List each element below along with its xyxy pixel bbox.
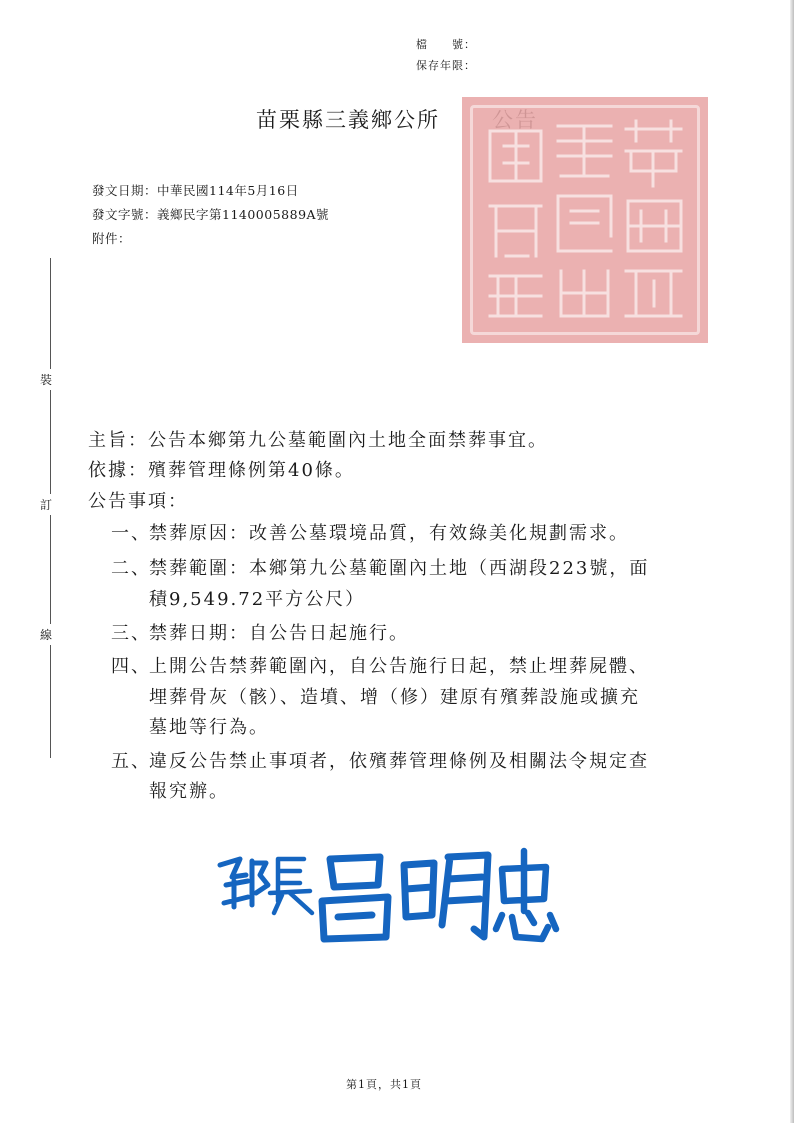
- item-text: 禁葬範圍：本鄉第九公墓範圍內土地（西湖段223號，面: [149, 558, 650, 579]
- item-number: 四、: [111, 656, 151, 677]
- page-number: 第1頁，共1頁: [346, 1078, 422, 1091]
- retention-period-label: 保存年限：: [416, 59, 476, 72]
- announcement-items-heading: 公告事項：: [88, 491, 188, 512]
- binding-mark-zhuang: 裝: [40, 369, 52, 390]
- binding-mark-xian: 線: [40, 624, 52, 645]
- item-text: 墓地等行為。: [149, 717, 269, 738]
- seal-glyphs: [476, 111, 694, 329]
- item-text: 埋葬骨灰（骸）、造墳、增（修）建原有殯葬設施或擴充: [149, 687, 640, 708]
- item-number: 五、: [111, 751, 151, 772]
- issue-date: 發文日期：中華民國114年5月16日: [92, 183, 299, 198]
- subject: 主旨：公告本鄉第九公墓範圍內土地全面禁葬事宜。: [88, 430, 548, 451]
- official-seal: [462, 97, 708, 343]
- item-text: 積9,549.72平方公尺）: [149, 589, 366, 610]
- item-number: 一、: [111, 523, 151, 544]
- item-text: 禁葬日期：自公告日起施行。: [149, 623, 409, 644]
- item-text: 違反公告禁止事項者，依殯葬管理條例及相關法令規定查: [149, 751, 649, 772]
- scan-edge-shadow: [790, 0, 794, 1123]
- item-text: 報究辦。: [149, 781, 229, 802]
- legal-basis: 依據：殯葬管理條例第40條。: [88, 460, 355, 481]
- signature-glyphs: [212, 845, 562, 945]
- attachment-label: 附件：: [92, 231, 132, 246]
- issuing-office: 苗栗縣三義鄉公所: [256, 108, 440, 132]
- item-text: 禁葬原因：改善公墓環境品質，有效綠美化規劃需求。: [149, 523, 629, 544]
- item-number: 三、: [111, 623, 151, 644]
- document-reference-number: 發文字號：義鄉民字第1140005889A號: [92, 207, 330, 222]
- item-number: 二、: [111, 558, 151, 579]
- item-text: 上開公告禁葬範圍內，自公告施行日起，禁止埋葬屍體、: [149, 656, 649, 677]
- file-number-label: 檔 號：: [416, 38, 476, 51]
- binding-mark-ding: 訂: [40, 494, 52, 515]
- mayor-signature-stamp: [212, 845, 562, 949]
